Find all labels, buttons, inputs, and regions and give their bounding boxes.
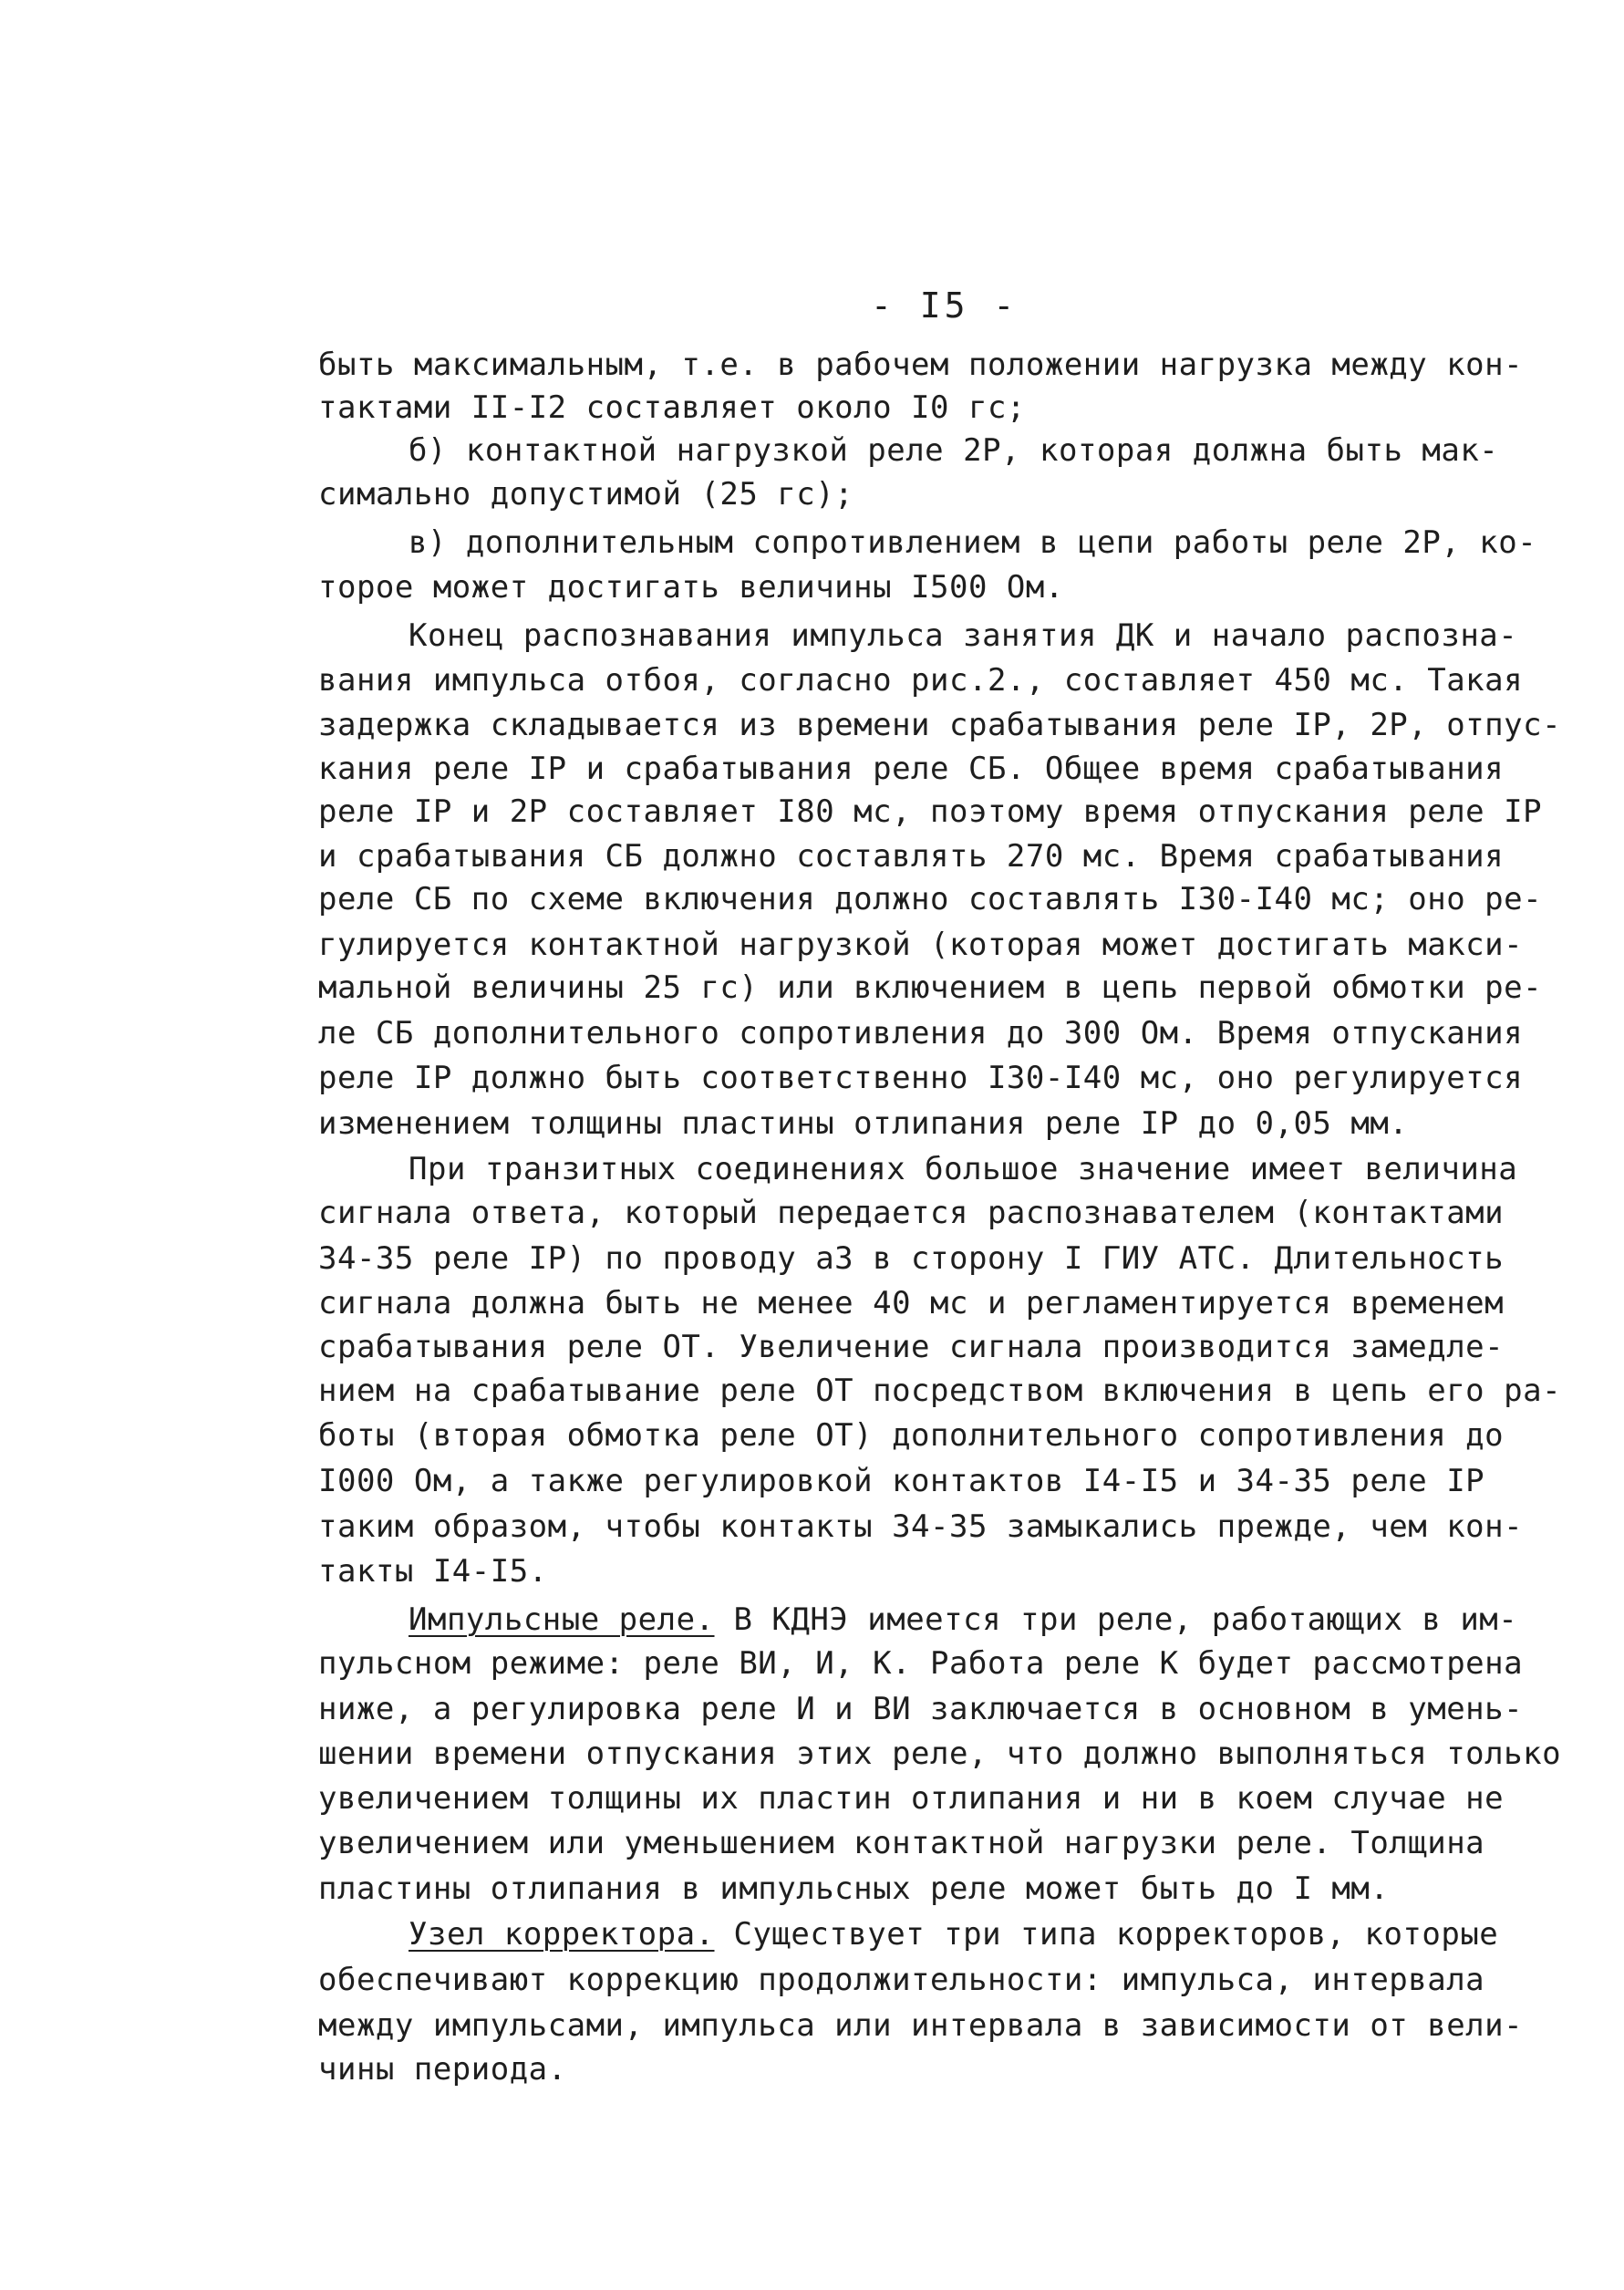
text-line: сигнала ответа, который передается распознавателем (контактами	[318, 1195, 1505, 1231]
text-line: боты (вторая обмотка реле ОТ) дополнительного сопротивления до	[318, 1417, 1505, 1454]
text-line: реле IР и 2Р составляет I80 мс, поэтому время отпускания реле IР	[318, 793, 1543, 830]
text-line: таким образом, чтобы контакты 34-35 замыкались прежде, чем кон-	[318, 1508, 1524, 1545]
text-line: такты I4-I5.	[318, 1553, 548, 1590]
text-line: ниже, а регулировка реле И и ВИ заключается в основном в умень-	[318, 1691, 1524, 1727]
text-line: между импульсами, импульса или интервала в зависимости от вели-	[318, 2007, 1524, 2044]
text-run: В КДНЭ имеется три реле, работающих в им-	[714, 1601, 1518, 1638]
section-heading: Импульсные реле.	[409, 1601, 715, 1638]
text-line: в) дополнительным сопротивлением в цепи работы реле 2Р, ко-	[409, 524, 1537, 561]
text-line: симально допустимой (25 гс);	[318, 476, 854, 513]
text-line: обеспечивают коррекцию продолжительности: импульса, интервала	[318, 1962, 1485, 1998]
text-line: задержка складывается из времени срабатывания реле IР, 2Р, отпус-	[318, 707, 1562, 743]
text-line: пластины отлипания в импульсных реле может быть до I мм.	[318, 1870, 1390, 1907]
text-line: изменением толщины пластины отлипания реле IР до 0,05 мм.	[318, 1105, 1409, 1142]
text-line: Конец распознавания импульса занятия ДК и начало распозна-	[409, 617, 1518, 654]
text-line: быть максимальным, т.е. в рабочем положении нагрузка между кон-	[318, 347, 1524, 383]
text-line	[409, 1912, 1498, 1956]
text-line: При транзитных соединениях большое значение имеет величина	[409, 1151, 1518, 1187]
text-line: тактами II-I2 составляет около I0 гс;	[318, 389, 1026, 426]
text-line: I000 Ом, а также регулировкой контактов I4-I5 и 34-35 реле IР	[318, 1463, 1485, 1499]
text-line: сигнала должна быть не менее 40 мс и регламентируется временем	[318, 1285, 1505, 1321]
text-line: мальной величины 25 гс) или включением в цепь первой обмотки ре-	[318, 969, 1543, 1006]
text-line: 34-35 реле IР) по проводу а3 в сторону I ГИУ АТС. Длительность	[318, 1240, 1505, 1277]
text-line	[409, 1598, 1517, 1642]
text-line: торое может достигать величины I500 Ом.	[318, 569, 1064, 606]
text-line: срабатывания реле ОТ. Увеличение сигнала производится замедле-	[318, 1329, 1505, 1365]
text-line: увеличением или уменьшением контактной нагрузки реле. Толщина	[318, 1825, 1485, 1861]
text-run: Существует три типа корректоров, которые	[714, 1916, 1499, 1953]
text-line: ле СБ дополнительного сопротивления до 300 Ом. Время отпускания	[318, 1015, 1524, 1052]
section-heading: Узел корректора.	[409, 1916, 715, 1953]
text-line: шении времени отпускания этих реле, что должно выполняться только	[318, 1736, 1562, 1772]
page-number: - I5 -	[871, 285, 1019, 326]
text-line: чины периода.	[318, 2051, 567, 2088]
text-line: кания реле IР и срабатывания реле СБ. Общее время срабатывания	[318, 751, 1505, 787]
text-line: вания импульса отбоя, согласно рис.2., составляет 450 мс. Такая	[318, 662, 1524, 699]
text-line: реле IР должно быть соответственно I30-I40 мс, оно регулируется	[318, 1060, 1524, 1096]
text-line: реле СБ по схеме включения должно составлять I30-I40 мс; оно ре-	[318, 881, 1543, 917]
text-line: нием на срабатывание реле ОТ посредством включения в цепь его ра-	[318, 1373, 1562, 1409]
text-line: б) контактной нагрузкой реле 2Р, которая должна быть мак-	[409, 432, 1499, 469]
text-line: и срабатывания СБ должно составлять 270 мс. Время срабатывания	[318, 838, 1505, 875]
text-line: увеличением толщины их пластин отлипания и ни в коем случае не	[318, 1780, 1505, 1817]
text-line: пульсном режиме: реле ВИ, И, К. Работа реле К будет рассмотрена	[318, 1645, 1524, 1682]
text-line: гулируется контактной нагрузкой (которая может достигать макси-	[318, 927, 1524, 963]
